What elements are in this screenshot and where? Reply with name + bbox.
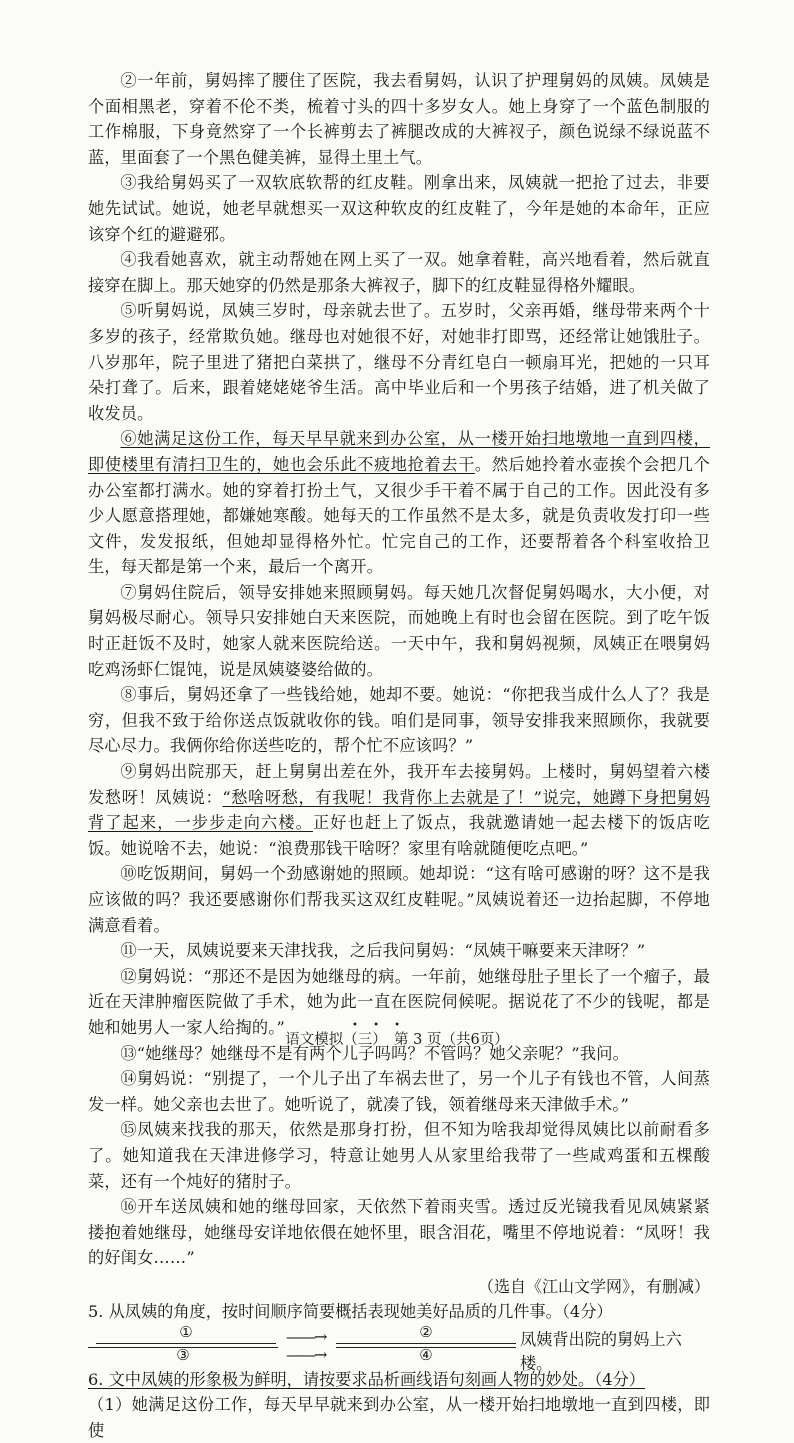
- arrow-1: ——→: [286, 1326, 326, 1346]
- underlined-sentence-1: ⑥她满足这份工作，每天早早就来到办公室，从一楼开始扫地墩地一直到四楼，即使楼里有清扫卫生的，她也会乐此不疲地抢着去干: [88, 429, 710, 474]
- question-5: 5. 从凤姨的角度，按时间顺序简要概括表现她美好品质的几件事。（4分）: [88, 1301, 613, 1321]
- paragraph-9: ⑨舅妈出院那天，赶上舅舅出差在外，我开车去接舅妈。上楼时，舅妈望着六楼发愁呀！凤姨说：“愁啥呀愁，有我呢！我背你上去就是了！”说完，她蹲下身把舅妈背了起来，一步步走向六楼。正好也赶上了饭点，我就邀请她一起去楼下的饭店吃饭。她说啥不去，她说：“浪费那钱干啥呀？家里有啥就随便吃点吧。”: [88, 762, 710, 858]
- paragraph-3: ③我给舅妈买了一双软底软帮的红皮鞋。刚拿出来，凤姨就一把抢了过去，非要她先试试。她说，她老早就想买一双这种软皮的红皮鞋了，今年是她的本命年，正应该穿个红的避避邪。: [88, 173, 710, 244]
- paragraph-7: ⑦舅妈住院后，领导安排她来照顾舅妈。每天她几次督促舅妈喝水，大小便，对舅妈极尽耐心。领导只安排她白天来医院，而她晚上有时也会留在医院。到了吃午饭时正赶饭不及时，她家人就来医院给送。一天中午，我和舅妈视频，凤姨正在喂舅妈吃鸡汤虾仁馄饨，说是凤姨婆婆给做的。: [88, 582, 710, 679]
- paragraph-5: ⑤听舅妈说，凤姨三岁时，母亲就去世了。五岁时，父亲再婚，继母带来两个十多岁的孩子，经常欺负她。继母也对她很不好，对她非打即骂，还经常让她饿肚子。八岁那年，院子里进了猪把白菜拱了，继母不分青红皂白一顿扇耳光，把她的一只耳朵打聋了。后来，跟着姥姥姥爷生活。高中毕业后和一个男孩子结婚，进了机关做了收发员。: [88, 301, 710, 423]
- paragraph-10: ⑩吃饭期间，舅妈一个劲感谢她的照顾。她却说：“这有啥可感谢的呀？这不是我应该做的吗？我还要感谢你们帮我买这双红皮鞋呢。”凤姨说着还一边抬起脚，不停地满意看着。: [88, 864, 710, 935]
- question-6-sub-1: （1）她满足这份工作，每天早早就来到办公室，从一楼开始扫地墩地一直到四楼，即使: [88, 1395, 710, 1440]
- paragraph-6: ⑥她满足这份工作，每天早早就来到办公室，从一楼开始扫地墩地一直到四楼，即使楼里有清扫卫生的，她也会乐此不疲地抢着去干。然后她拎着水壶挨个会把几个办公室都打满水。她的穿着打扮土气，又很少手干着不属于自己的工作。因此没有多少人愿意搭理她，都嫌她寒酸。她每天的工作虽然不是太多，就是负责收发打印一些文件，发发报纸，但她却显得格外忙。忙完自己的工作，还要帮着各个科室收拾卫生，每天都是第一个来，最后一个离开。: [88, 429, 710, 577]
- paragraph-4: ④我看她喜欢，就主动帮她在网上买了一双。她拿着鞋，高兴地看着，然后就直接穿在脚上。那天她穿的仍然是那条大裤衩子，脚下的红皮鞋显得格外耀眼。: [88, 250, 710, 295]
- article-body: [88, 68, 710, 1271]
- emphasis-dots: • • •: [352, 1020, 407, 1031]
- answer-blank-4[interactable]: ④: [336, 1347, 516, 1348]
- answer-blank-3[interactable]: ③: [88, 1347, 278, 1348]
- page-footer: 语文模拟（三） 第 3 页（共6页）: [285, 1032, 509, 1048]
- arrow-2: ——→: [286, 1344, 326, 1364]
- paragraph-8: ⑧事后，舅妈还拿了一些钱给她，她却不要。她说：“你把我当成什么人了？我是穷，但我不致于给你送点饭就收你的钱。咱们是同事，领导安排我来照顾你，我就要尽心尽力。我俩你给你送些吃的，帮个忙不应该吗？”: [88, 685, 710, 756]
- article-source: （选自《江山文学网》，有删减）: [477, 1276, 710, 1296]
- paragraph-12: ⑫舅妈说：“那还不是因为她继母的病。一年前，她继母肚子里长了一个瘤子，最近在天津肿瘤医院做了手术，她为此一直在医院伺候呢。据说花了不少的钱呢，都是她和她男人一家人给掏的。”: [88, 966, 710, 1037]
- paragraph-15: ⑮凤姨来找我的那天，依然是那身打扮，但不知为啥我却觉得凤姨比以前耐看多了。她知道我在天津进修学习，特意让她男人从家里给我带了一些咸鸡蛋和五棵酸菜，还有一个炖好的猪肘子。: [88, 1120, 710, 1191]
- answer-blank-1[interactable]: ①: [96, 1325, 276, 1344]
- underlined-sentence-2: “愁啥呀愁，有我呢！我背你上去就是了！”说完，她蹲下身把舅妈背了起来，一步步走向六楼。: [88, 787, 710, 833]
- question-6: 6. 文中凤姨的形象极为鲜明，请按要求品析画线语句刻画人物的妙处。（4分）: [88, 1369, 645, 1389]
- paragraph-11: ⑪一天，凤姨说要来天津找我，之后我问舅妈：“凤姨干嘛要来天津呀？”: [120, 941, 646, 961]
- answer-blank-2[interactable]: ②: [336, 1325, 516, 1344]
- paragraph-2: ②一年前，舅妈摔了腰住了医院，我去看舅妈，认识了护理舅妈的凤姨。凤姨是个面相黑老，穿着不伦不类，梳着寸头的四十多岁女人。她上身穿了一个蓝色制服的工作棉服，下身竟然穿了一个长裤剪去了裤腿改成的大裤衩子，颜色说绿不绿说蓝不蓝，里面套了一个黑色健美裤，显得土里土气。: [88, 71, 710, 167]
- question-5-answer-row: [88, 1322, 710, 1373]
- paragraph-13: ⑬“她继母？她继母不是有两个儿子吗吗？不管吗？她父亲呢？”我问。: [120, 1043, 629, 1063]
- paragraph-16: ⑯开车送凤姨和她的继母回家，天依然下着雨夹雪。透过反光镜我看见凤姨紧紧搂抱着她继母，她继母安详地依偎在她怀里，眼含泪花，嘴里不停地说着：“凤呀！我的好闺女……”: [88, 1197, 710, 1268]
- paragraph-14: ⑭舅妈说：“别提了，一个儿子出了车祸去世了，另一个儿子有钱也不管，人间蒸发一样。她父亲也去世了。她听说了，就凑了钱，领着继母来天津做手术。”: [88, 1069, 710, 1114]
- question-5-tail-text: 凤姨背出院的舅妈上六楼。: [520, 1329, 682, 1373]
